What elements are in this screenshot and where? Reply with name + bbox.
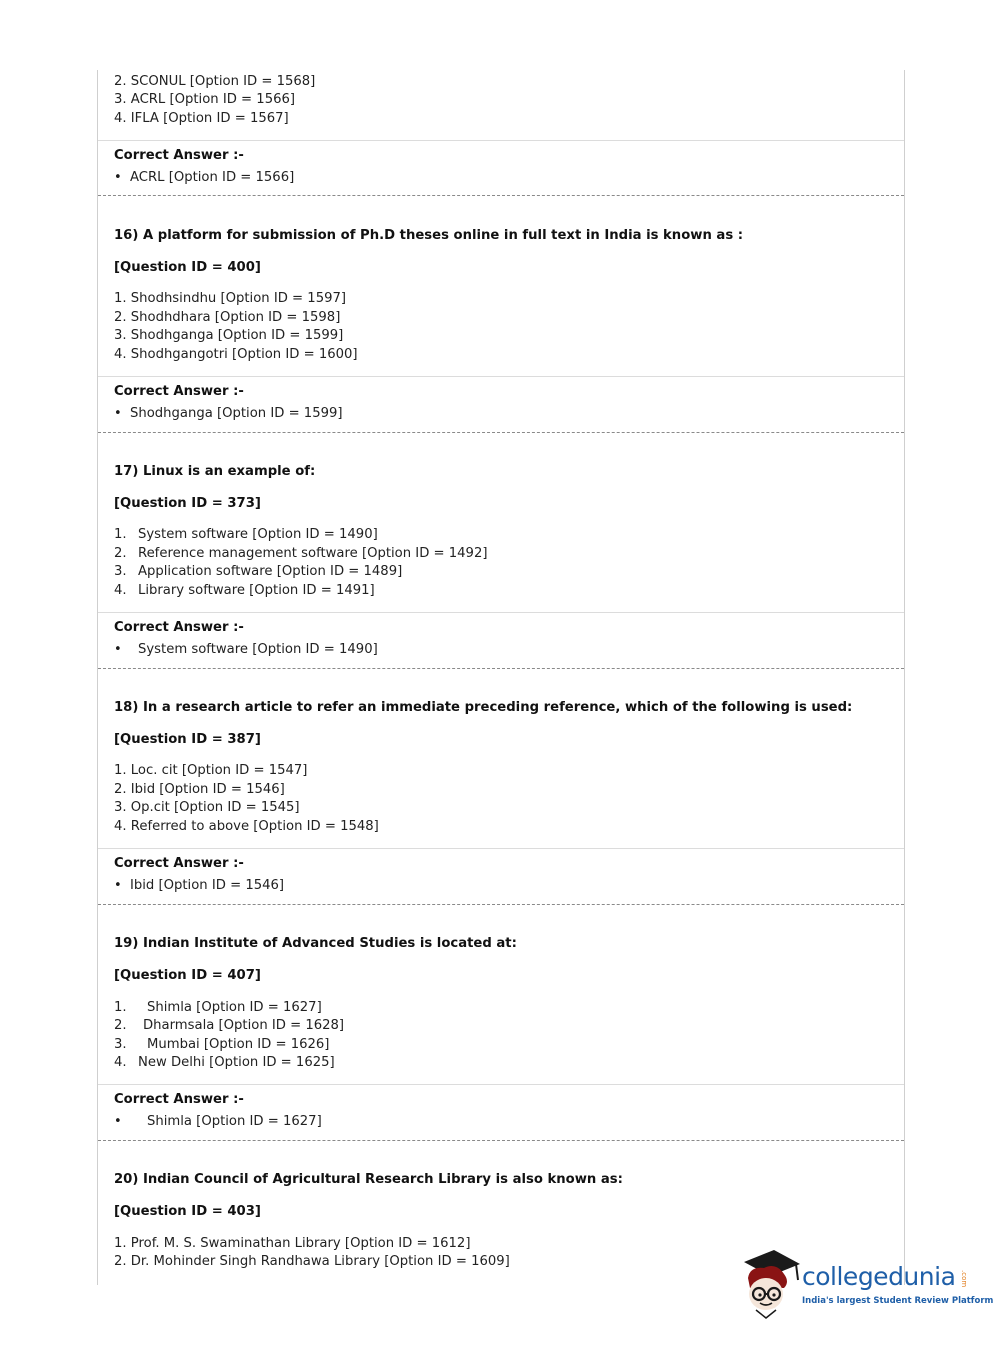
option-text: 1. Prof. M. S. Swaminathan Library [Option ID = 1612] xyxy=(114,1236,471,1251)
question-text: 17) Linux is an example of: xyxy=(114,464,316,479)
bullet-icon: • xyxy=(114,878,122,893)
option-text: 3. Op.cit [Option ID = 1545] xyxy=(114,800,300,815)
option-text: Reference management software [Option ID = 1492] xyxy=(138,546,488,561)
option-number: 4. xyxy=(114,583,127,598)
logo-tagline: India's largest Student Review Platform xyxy=(802,1296,994,1306)
correct-answer-text: System software [Option ID = 1490] xyxy=(138,642,378,657)
question-id: [Question ID = 400] xyxy=(114,260,261,275)
bullet-icon: • xyxy=(114,170,122,185)
option-text: New Delhi [Option ID = 1625] xyxy=(138,1055,335,1070)
collegedunia-logo xyxy=(740,1248,994,1320)
question-text: 16) A platform for submission of Ph.D theses online in full text in India is known as : xyxy=(114,228,744,243)
document-page xyxy=(97,70,905,1285)
question-separator xyxy=(98,1140,904,1141)
option-number: 2. xyxy=(114,546,127,561)
correct-answer-text: Ibid [Option ID = 1546] xyxy=(130,878,285,893)
option-text: 4. Referred to above [Option ID = 1548] xyxy=(114,819,379,834)
logo-wordmark: collegedunia xyxy=(802,1262,956,1291)
bullet-icon: • xyxy=(114,406,122,421)
question-id: [Question ID = 403] xyxy=(114,1204,261,1219)
option-number: 3. xyxy=(114,1037,127,1052)
correct-answer-label: Correct Answer :- xyxy=(114,856,244,871)
question-text: 18) In a research article to refer an immediate preceding reference, which of the following is used: xyxy=(114,700,853,715)
option-text: 1. Loc. cit [Option ID = 1547] xyxy=(114,763,308,778)
option-text: 2. Ibid [Option ID = 1546] xyxy=(114,782,285,797)
question-separator xyxy=(98,668,904,669)
question-id: [Question ID = 373] xyxy=(114,496,261,511)
divider xyxy=(98,376,904,377)
divider xyxy=(98,1084,904,1085)
correct-answer-text: ACRL [Option ID = 1566] xyxy=(130,170,295,185)
correct-answer-label: Correct Answer :- xyxy=(114,384,244,399)
option-text: Library software [Option ID = 1491] xyxy=(138,583,375,598)
question-separator xyxy=(98,195,904,196)
correct-answer-text: Shimla [Option ID = 1627] xyxy=(147,1114,322,1129)
option-text: Mumbai [Option ID = 1626] xyxy=(147,1037,330,1052)
bullet-icon: • xyxy=(114,642,122,657)
option-number: 3. xyxy=(114,564,127,579)
correct-answer-text: Shodhganga [Option ID = 1599] xyxy=(130,406,343,421)
correct-answer-label: Correct Answer :- xyxy=(114,620,244,635)
question-id: [Question ID = 407] xyxy=(114,968,261,983)
bullet-icon: • xyxy=(114,1114,122,1129)
divider xyxy=(98,848,904,849)
option-text: 3. Shodhganga [Option ID = 1599] xyxy=(114,328,344,343)
option-text: Dharmsala [Option ID = 1628] xyxy=(143,1018,345,1033)
option-text: Application software [Option ID = 1489] xyxy=(138,564,403,579)
option-text: 2. SCONUL [Option ID = 1568] xyxy=(114,74,316,89)
option-text: 1. Shodhsindhu [Option ID = 1597] xyxy=(114,291,347,306)
option-text: 4. Shodhgangotri [Option ID = 1600] xyxy=(114,347,358,362)
option-number: 2. xyxy=(114,1018,127,1033)
question-text: 20) Indian Council of Agricultural Research Library is also known as: xyxy=(114,1172,623,1187)
divider xyxy=(98,612,904,613)
option-text: System software [Option ID = 1490] xyxy=(138,527,378,542)
correct-answer-label: Correct Answer :- xyxy=(114,1092,244,1107)
option-text: 2. Dr. Mohinder Singh Randhawa Library [Option ID = 1609] xyxy=(114,1254,510,1269)
correct-answer-label: Correct Answer :- xyxy=(114,148,244,163)
option-text: 2. Shodhdhara [Option ID = 1598] xyxy=(114,310,341,325)
option-number: 1. xyxy=(114,527,127,542)
option-number: 4. xyxy=(114,1055,127,1070)
question-separator xyxy=(98,432,904,433)
divider xyxy=(98,140,904,141)
question-id: [Question ID = 387] xyxy=(114,732,261,747)
option-text: 3. ACRL [Option ID = 1566] xyxy=(114,92,296,107)
mascot-icon xyxy=(740,1248,802,1320)
logo-domain: .com xyxy=(960,1270,968,1288)
option-number: 1. xyxy=(114,1000,127,1015)
question-text: 19) Indian Institute of Advanced Studies is located at: xyxy=(114,936,517,951)
option-text: 4. IFLA [Option ID = 1567] xyxy=(114,111,289,126)
option-text: Shimla [Option ID = 1627] xyxy=(147,1000,322,1015)
question-separator xyxy=(98,904,904,905)
